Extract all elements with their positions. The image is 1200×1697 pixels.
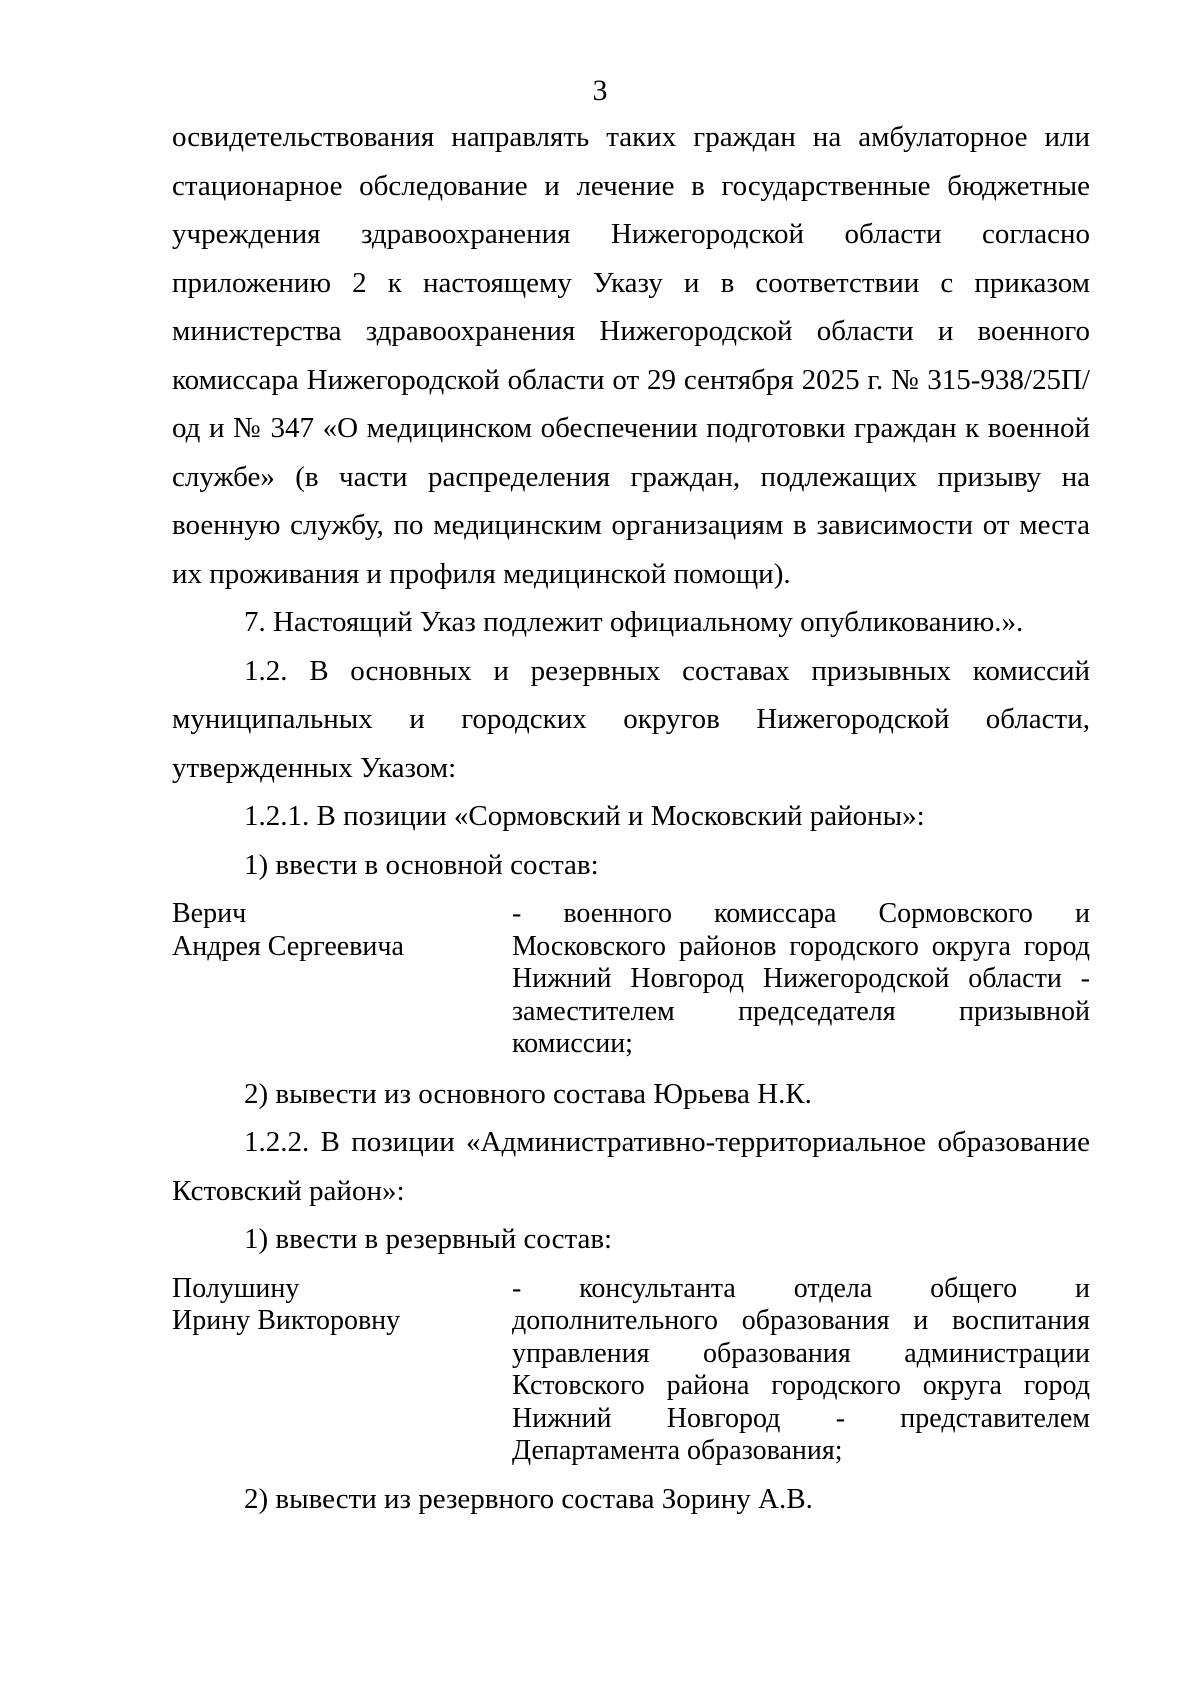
paragraph-item-1-2: 1.2. В основных и резервных составах призывных комиссий муниципальных и городских округов Нижегородской области, утвержденных Указом: — [172, 654, 1090, 784]
paragraph-item-7: 7. Настоящий Указ подлежит официальному опубликованию.». — [244, 606, 1024, 638]
appointee-surname: Верич — [172, 898, 247, 929]
appointment-entry — [172, 898, 1090, 1061]
appointment-entry — [172, 1273, 1090, 1468]
page-number: 3 — [592, 74, 608, 107]
appointee-position: - консультанта отдела общего и дополнительного образования и воспитания управления образования администрации Кстовского района городского округа город Нижний Новгород - представителем Департамента образования; — [512, 1272, 1090, 1466]
paragraph-remove-main: 2) вывести из основного состава Юрьева Н.К. — [244, 1077, 812, 1110]
paragraph-remove-reserve: 2) вывести из резервного состава Зорину А.В. — [244, 1482, 813, 1515]
document-body — [172, 113, 1090, 1523]
appointee-name — [172, 1273, 512, 1468]
appointee-given-names: Андрея Сергеевича — [172, 930, 404, 962]
appointee-given-names: Ирину Викторовну — [172, 1305, 401, 1336]
paragraph-continuation: освидетельствования направлять таких граждан на амбулаторное или стационарное обследование и лечение в государственные бюджетные учреждения здравоохранения Нижегородской области согласно приложению 2 к настоящему Указу и в соответствии с приказом министерства здравоохранения Нижегородской области и военного комиссара Нижегородской области от 29 сентября 2025 г. № 315-938/25П/од и № 347 «О медицинском обеспечении подготовки граждан к военной службе» (в части распределения граждан, подлежащих призыву на военную службу, по медицинским организациям в зависимости от места их проживания и профиля медицинской помощи). — [172, 121, 1090, 590]
appointee-position: - военного комиссара Сормовского и Московского районов городского округа город Нижний Новгород Нижегородской области - заместителем председателя призывной комиссии; — [512, 898, 1090, 1059]
appointee-surname: Полушину — [172, 1272, 300, 1304]
paragraph-item-1-2-1: 1.2.1. В позиции «Сормовский и Московский районы»: — [244, 800, 925, 832]
paragraph-add-main: 1) ввести в основной состав: — [244, 848, 599, 881]
appointee-name — [172, 898, 512, 1061]
paragraph-add-reserve: 1) ввести в резервный состав: — [244, 1223, 613, 1255]
paragraph-item-1-2-2: 1.2.2. В позиции «Административно-территориальное образование Кстовский район»: — [172, 1126, 1090, 1207]
